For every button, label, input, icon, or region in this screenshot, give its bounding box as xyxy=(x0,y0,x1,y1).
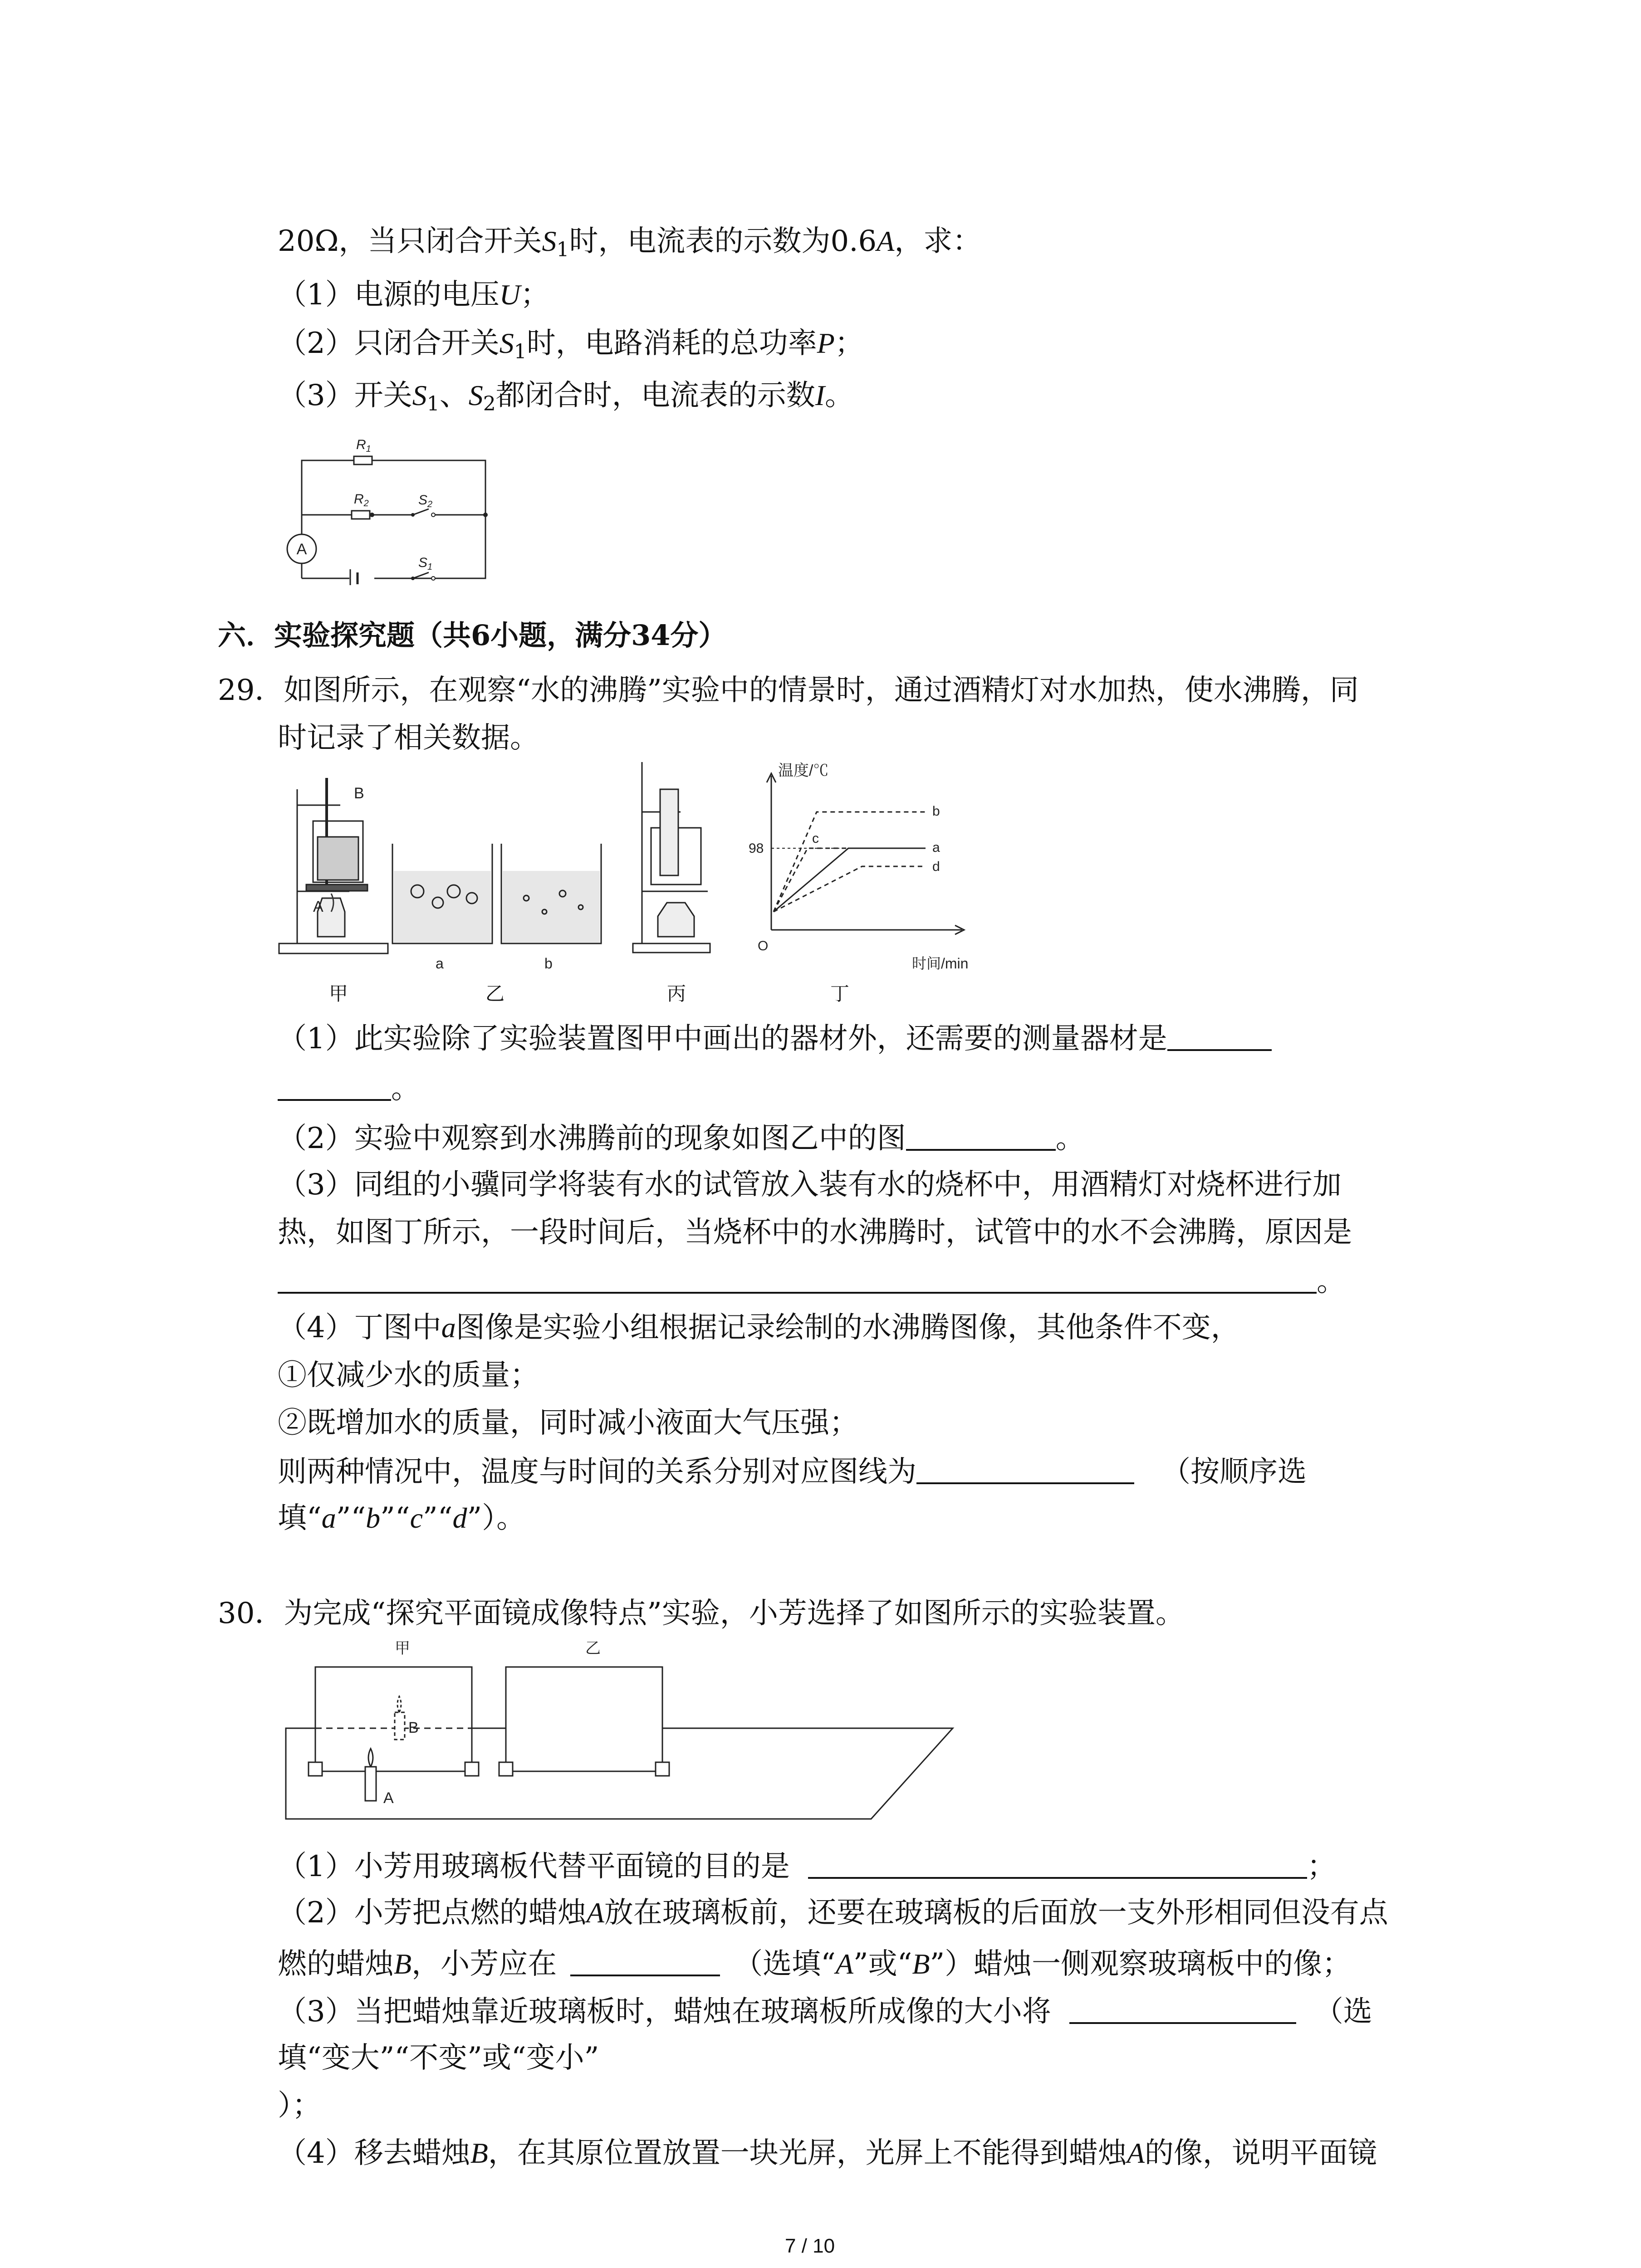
q30-part3a: （3）当把蜡烛靠近玻璃板时，蜡烛在玻璃板所成像的大小将 （选 xyxy=(278,1995,1372,2028)
q29-p2-blank[interactable] xyxy=(906,1123,1056,1151)
svg-text:S2 xyxy=(418,493,432,509)
beaker-a-label: a xyxy=(436,955,444,972)
q30-p2-blank[interactable] xyxy=(570,1948,720,1976)
circuit-diagram xyxy=(277,431,495,585)
q30-figure xyxy=(272,1633,962,1828)
q30-part3b: 填“变大”“不变”或“变小” xyxy=(278,2041,599,2075)
q29-figure xyxy=(272,762,1007,989)
q28-part3: （3）开关$S_1$、$S_2$都闭合时，电流表的示数I。 xyxy=(278,379,854,415)
section-heading: 六．实验探究题（共6小题，满分34分） xyxy=(218,619,727,652)
q30-fig-jia: 甲 xyxy=(395,1640,410,1657)
q30-part2a: （2）小芳把点燃的蜡烛A放在玻璃板前，还要在玻璃板的后面放一支外形相同但没有点 xyxy=(278,1896,1388,1930)
beaker-b-label: b xyxy=(544,955,553,972)
fig-caption-jia: 甲 xyxy=(329,982,348,1005)
graph-line-d xyxy=(774,866,926,912)
resistor-r1 xyxy=(354,456,372,464)
q29-part4e: 填“a”“b”“c”“d”）。 xyxy=(278,1501,526,1535)
s1-label: S xyxy=(418,555,428,570)
svg-text:R1 xyxy=(356,437,371,454)
q29-line1: 29．如图所示，在观察“水的沸腾”实验中的情景时，通过酒精灯对水加热，使水沸腾，同 xyxy=(218,674,1359,707)
q29-part4b: ①仅减少水的质量； xyxy=(278,1359,539,1392)
q30-fig-yi: 乙 xyxy=(585,1640,601,1657)
q29-part3b: 热，如图丁所示，一段时间后，当烧杯中的水沸腾时，试管中的水不会沸腾，原因是 xyxy=(278,1216,1352,1249)
apparatus-bing xyxy=(633,762,710,953)
fig-label-B: B xyxy=(354,785,364,802)
q30-fig-B: B xyxy=(408,1719,419,1736)
graph-line-b xyxy=(774,812,926,912)
graph-origin: O xyxy=(758,938,769,953)
q29-part4a: （4）丁图中a图像是实验小组根据记录绘制的水沸腾图像，其他条件不变， xyxy=(278,1311,1240,1344)
q29-part2: （2）实验中观察到水沸腾前的现象如图乙中的图 。 xyxy=(278,1122,1085,1155)
q30-part4: （4）移去蜡烛B，在其原位置放置一块光屏，光屏上不能得到蜡烛A的像，说明平面镜 xyxy=(278,2136,1377,2170)
graph-ylabel: 温度/℃ xyxy=(778,762,829,779)
q30-part2b: 燃的蜡烛B，小芳应在 （选填“A”或“B”）蜡烛一侧观察玻璃板中的像； xyxy=(278,1947,1352,1981)
r1-sub: 1 xyxy=(366,444,371,454)
q28-part2: （2）只闭合开关$S_1$时，电路消耗的总功率P； xyxy=(278,327,864,363)
beaker-a xyxy=(392,844,492,943)
q30-p3-blank[interactable] xyxy=(1069,1996,1296,2024)
q29-p1-blank[interactable] xyxy=(1167,1023,1272,1051)
q29-line2: 时记录了相关数据。 xyxy=(278,721,539,755)
q30-line1: 30．为完成“探究平面镜成像特点”实验，小芳选择了如图所示的实验装置。 xyxy=(218,1597,1185,1630)
q29-p4-blank[interactable] xyxy=(916,1456,1134,1484)
glass-plate-yi xyxy=(506,1667,662,1771)
line-label-d: d xyxy=(932,859,940,874)
line-label-b: b xyxy=(932,804,940,819)
fig-caption-yi: 乙 xyxy=(485,982,505,1005)
q30-part1: （1）小芳用玻璃板代替平面镜的目的是 ； xyxy=(278,1850,1336,1883)
s2-sub: 2 xyxy=(427,499,433,509)
svg-text:R2 xyxy=(354,492,369,508)
candle-B xyxy=(395,1712,405,1740)
r2-sub: 2 xyxy=(363,499,369,508)
r2-label: R xyxy=(354,492,364,507)
svg-text:S1 xyxy=(418,555,432,572)
q29-part4d: 则两种情况中，温度与时间的关系分别对应图线为 （按顺序选 xyxy=(278,1455,1307,1489)
q29-part1-cont: 。 xyxy=(278,1073,420,1103)
resistor-r2 xyxy=(352,511,370,519)
ammeter-label: A xyxy=(296,541,307,558)
line-label-a: a xyxy=(932,840,940,855)
q29-part4c: ②既增加水的质量，同时减小液面大气压强； xyxy=(278,1406,858,1440)
fig-label-A: A xyxy=(313,898,323,915)
r1-label: R xyxy=(356,437,366,452)
fig-caption-ding: 丁 xyxy=(830,982,850,1005)
line-label-c: c xyxy=(812,831,819,846)
q29-part3a: （3）同组的小骥同学将装有水的试管放入装有水的烧杯中，用酒精灯对烧杯进行加 xyxy=(278,1168,1342,1202)
graph-98: 98 xyxy=(749,841,764,856)
s2-label: S xyxy=(418,493,428,508)
s1-sub: 1 xyxy=(427,562,433,572)
q29-p1-blank-cont[interactable] xyxy=(278,1073,391,1101)
q29-part3c: 。 xyxy=(278,1266,1346,1296)
fig-caption-bing: 丙 xyxy=(667,982,686,1005)
candle-A xyxy=(365,1767,376,1801)
q30-p1-blank[interactable] xyxy=(808,1851,1307,1879)
q28-part1: （1）电源的电压U； xyxy=(278,278,549,312)
q30-part3c: ）； xyxy=(278,2089,321,2122)
q30-fig-A: A xyxy=(383,1789,394,1807)
beaker-b xyxy=(501,844,601,943)
glass-plate-jia xyxy=(315,1667,472,1771)
page-number: 7 / 10 xyxy=(785,2235,835,2257)
q29-part1: （1）此实验除了实验装置图甲中画出的器材外，还需要的测量器材是 xyxy=(278,1023,1272,1053)
q28-intro: 20Ω，当只闭合开关$S_1$时，电流表的示数为0.6A，求： xyxy=(278,225,982,261)
q29-p3-blank[interactable] xyxy=(278,1266,1317,1294)
apparatus-jia xyxy=(279,778,388,953)
graph-xlabel: 时间/min xyxy=(912,955,969,972)
